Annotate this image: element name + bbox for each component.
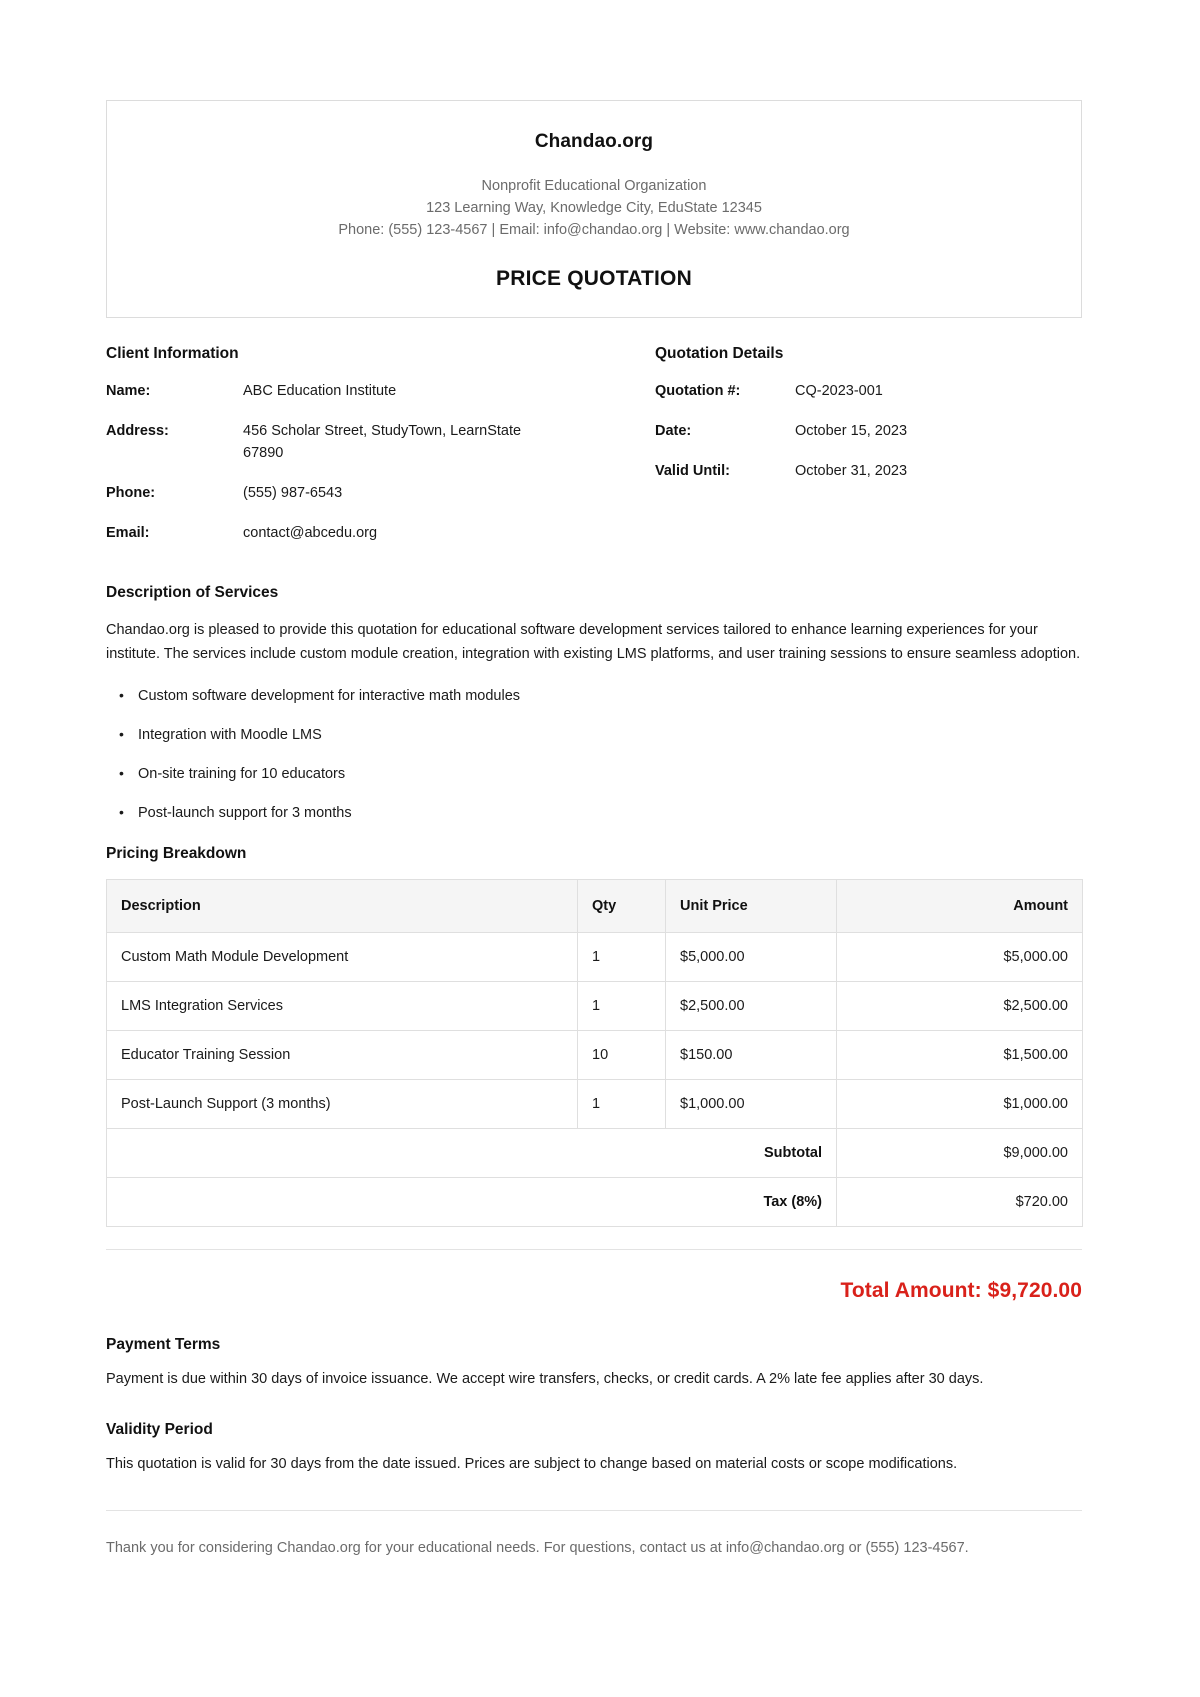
payment-terms-text: Payment is due within 30 days of invoice issuance. We accept wire transfers, checks, or credit cards. A 2% late fee applies after 30 days.: [106, 1371, 984, 1387]
client-email-value: contact@abcedu.org: [243, 525, 378, 541]
client-address-field: [106, 420, 594, 464]
total-amount: Total Amount: $9,720.00: [840, 1279, 1082, 1302]
cell-amount: $5,000.00: [837, 933, 1083, 982]
pricing-table-header: [107, 880, 1083, 933]
footer-note: Thank you for considering Chandao.org for your educational needs. For questions, contact us at info@chandao.org or (555) 123-4567.: [106, 1540, 969, 1556]
validity-period-section: [106, 1421, 1082, 1477]
client-information-heading: Client Information: [106, 345, 239, 362]
cell-qty: 1: [578, 1080, 666, 1129]
total-divider: [106, 1249, 1082, 1250]
cell-amount: $1,000.00: [837, 1080, 1083, 1129]
subtotal-row: [107, 1129, 1083, 1178]
organization-address: 123 Learning Way, Knowledge City, EduState 12345: [426, 200, 762, 216]
pricing-heading: Pricing Breakdown: [106, 845, 247, 862]
cell-description: Custom Math Module Development: [107, 933, 578, 982]
cell-description: Post-Launch Support (3 months): [107, 1080, 578, 1129]
list-item: • Custom software development for interactive math modules: [138, 685, 1082, 707]
quotation-number-label: Quotation #:: [655, 383, 741, 399]
table-row: [107, 1080, 1083, 1129]
organization-contact: Phone: (555) 123-4567 | Email: info@chandao.org | Website: www.chandao.org: [338, 222, 850, 238]
info-section: [106, 345, 1082, 562]
services-list: [106, 685, 1082, 824]
footer-divider: [106, 1510, 1082, 1511]
cell-unit-price: $1,000.00: [666, 1080, 837, 1129]
tax-value: $720.00: [837, 1178, 1083, 1227]
cell-description: Educator Training Session: [107, 1031, 578, 1080]
document-header: [106, 100, 1082, 318]
list-item: • Post-launch support for 3 months: [138, 802, 1082, 824]
quotation-number-value: CQ-2023-001: [795, 383, 883, 399]
quotation-date-field: [655, 420, 1082, 442]
client-information-block: [106, 345, 594, 562]
cell-amount: $1,500.00: [837, 1031, 1083, 1080]
cell-description: LMS Integration Services: [107, 982, 578, 1031]
quotation-date-label: Date:: [655, 423, 692, 439]
pricing-section: [106, 845, 1082, 1227]
services-section: [106, 584, 1082, 824]
cell-qty: 1: [578, 933, 666, 982]
pricing-table-body: [107, 933, 1083, 1227]
organization-name: Chandao.org: [534, 131, 654, 152]
column-header-amount: Amount: [837, 880, 1083, 933]
table-row: [107, 982, 1083, 1031]
quotation-date-value: October 15, 2023: [795, 423, 908, 439]
client-address-value: 456 Scholar Street, StudyTown, LearnState 67890: [243, 423, 522, 461]
cell-unit-price: $2,500.00: [666, 982, 837, 1031]
services-heading: Description of Services: [106, 584, 279, 601]
list-item: • On-site training for 10 educators: [138, 763, 1082, 785]
quotation-details-block: [594, 345, 1082, 562]
client-name-label: Name:: [106, 383, 151, 399]
client-name-field: [106, 380, 594, 402]
quotation-valid-until-field: [655, 460, 1082, 482]
payment-terms-heading: Payment Terms: [106, 1336, 221, 1353]
tax-label: Tax (8%): [107, 1178, 837, 1227]
cell-amount: $2,500.00: [837, 982, 1083, 1031]
cell-unit-price: $150.00: [666, 1031, 837, 1080]
table-header-row: [107, 880, 1083, 933]
services-paragraph: Chandao.org is pleased to provide this quotation for educational software development services tailored to enhance learning experiences for your institute. The services include custom module creation, integration with existing LMS platforms, and user training sessions to ensure seamless adoption.: [106, 622, 1081, 662]
validity-period-heading: Validity Period: [106, 1420, 213, 1438]
list-item: • Integration with Moodle LMS: [138, 724, 1082, 746]
organization-tagline: Nonprofit Educational Organization: [481, 178, 707, 194]
quotation-valid-until-value: October 31, 2023: [795, 463, 908, 479]
quotation-number-field: [655, 380, 1082, 402]
client-address-label: Address:: [106, 423, 169, 439]
validity-period-text: This quotation is valid for 30 days from the date issued. Prices are subject to change based on material costs or scope modifications.: [106, 1455, 958, 1472]
payment-terms-section: [106, 1336, 1082, 1392]
cell-qty: 1: [578, 982, 666, 1031]
client-phone-field: [106, 482, 594, 504]
subtotal-label: Subtotal: [107, 1129, 837, 1178]
tax-row: [107, 1178, 1083, 1227]
client-phone-label: Phone:: [106, 485, 156, 501]
column-header-unit-price: Unit Price: [666, 880, 837, 933]
column-header-description: Description: [107, 880, 578, 933]
document-title: PRICE QUOTATION: [496, 267, 692, 290]
quotation-details-heading: Quotation Details: [655, 345, 784, 362]
client-name-value: ABC Education Institute: [243, 383, 397, 399]
table-row: [107, 933, 1083, 982]
pricing-table: [106, 879, 1083, 1227]
quotation-valid-until-label: Valid Until:: [655, 463, 730, 479]
client-phone-value: (555) 987-6543: [243, 485, 343, 501]
table-row: [107, 1031, 1083, 1080]
client-email-label: Email:: [106, 525, 150, 541]
client-email-field: [106, 522, 594, 544]
subtotal-value: $9,000.00: [837, 1129, 1083, 1178]
column-header-qty: Qty: [578, 880, 666, 933]
cell-unit-price: $5,000.00: [666, 933, 837, 982]
cell-qty: 10: [578, 1031, 666, 1080]
